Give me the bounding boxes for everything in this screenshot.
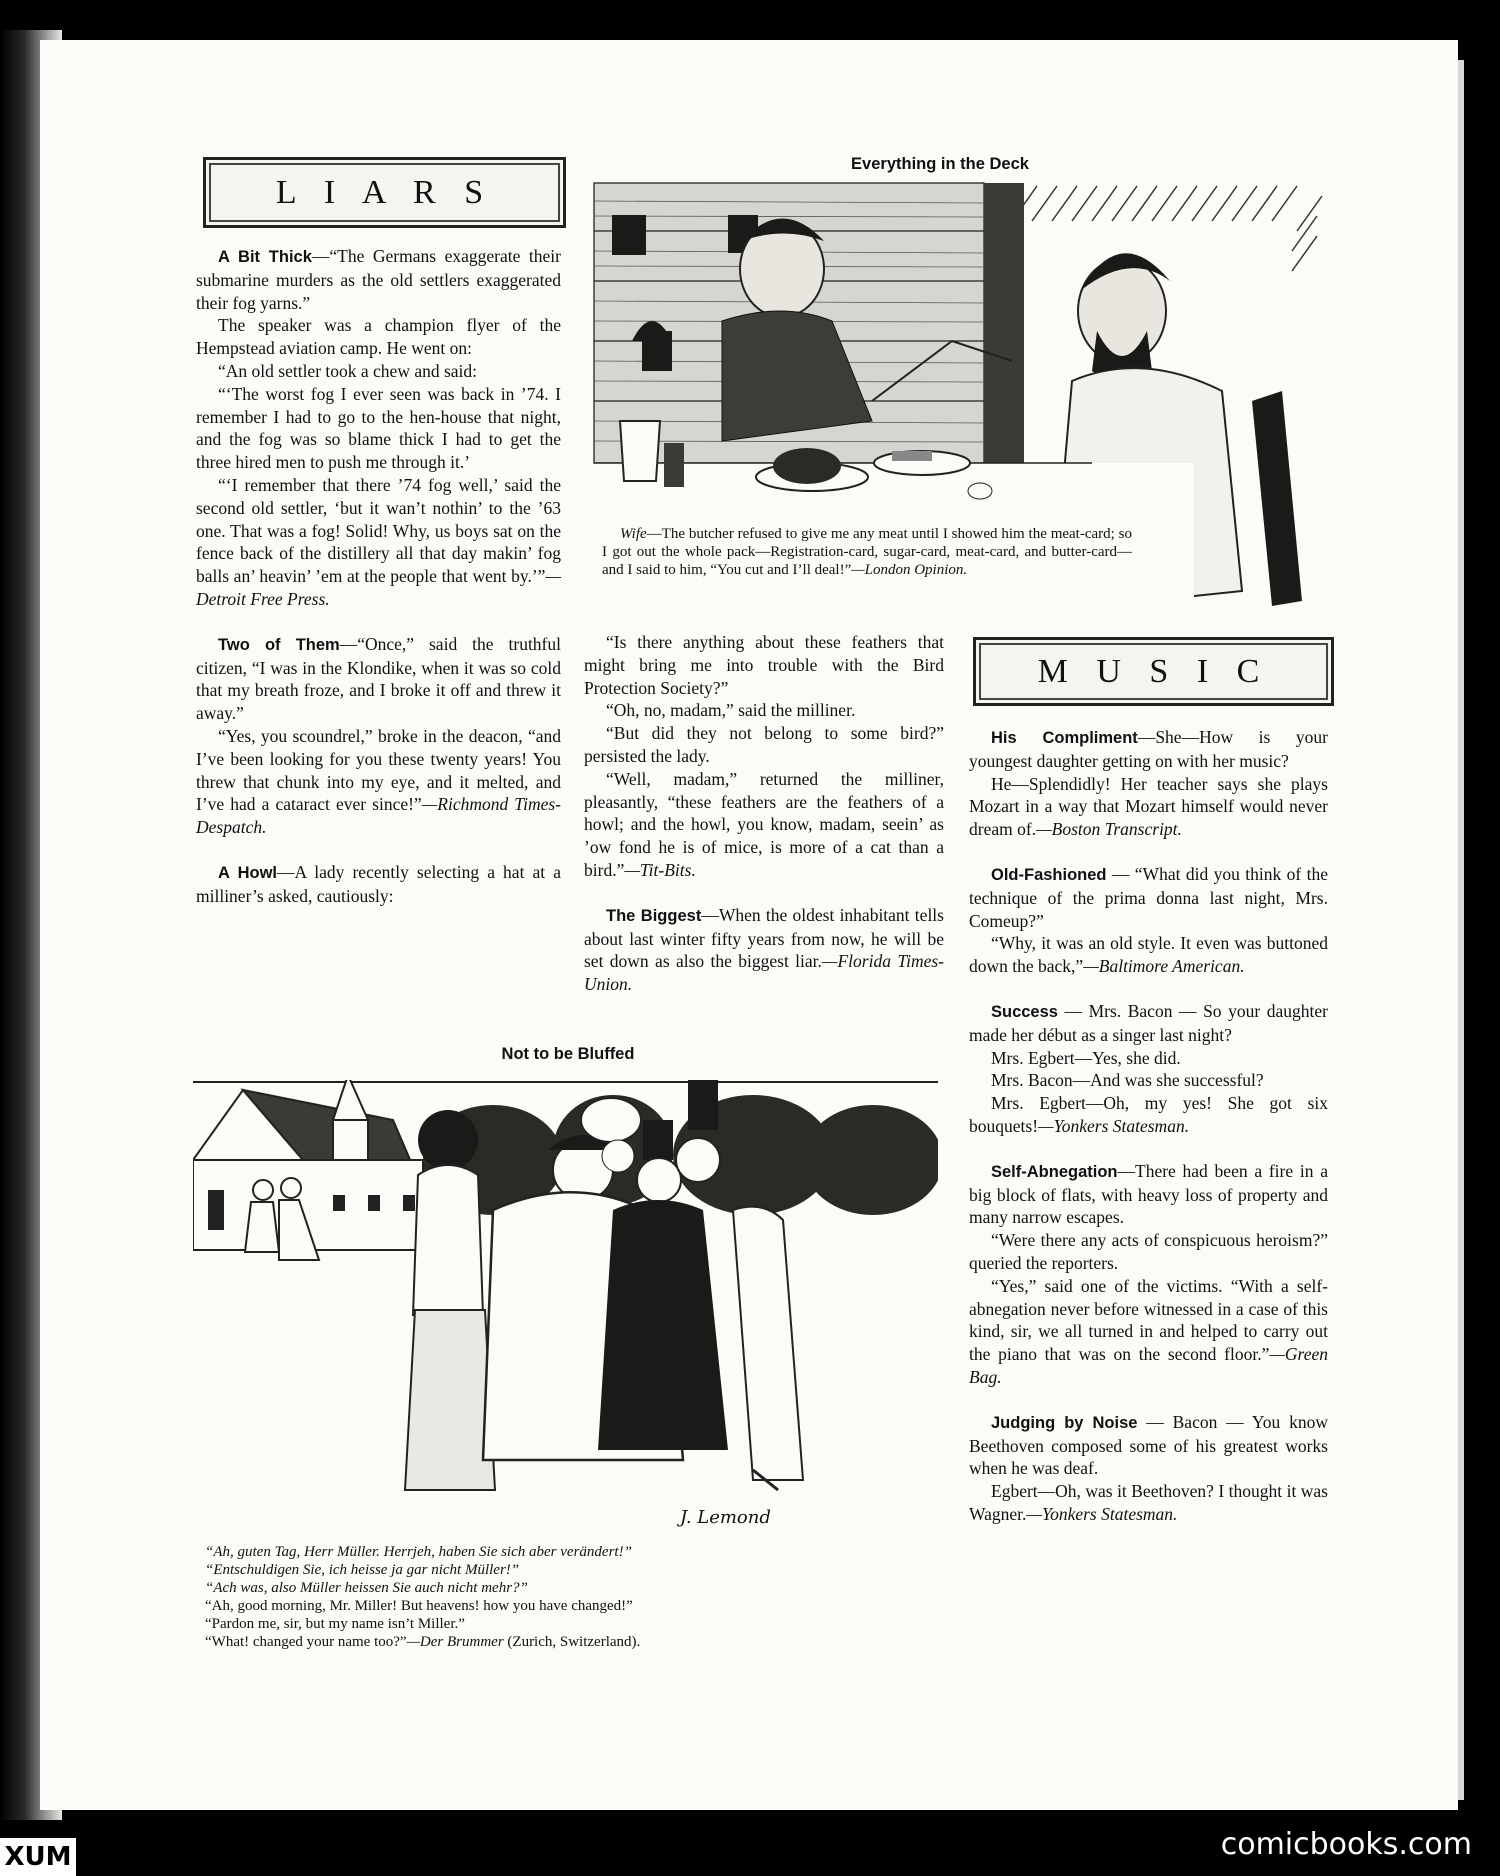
caption-german-line: “Ach was, also Müller heissen Sie auch nicht mehr?” <box>205 1580 528 1596</box>
caption-english-line: “Pardon me, sir, but my name isn’t Miller.” <box>205 1616 465 1632</box>
music-heading <box>973 637 1334 706</box>
article-head-judging-by-noise: Judging by Noise <box>991 1413 1138 1432</box>
article-text: —“The Germans exaggerate their submarine murders as the old settlers exaggerated their fog yarns.” <box>196 246 561 313</box>
column-right <box>969 726 1328 1526</box>
article-text: “Yes, you scoundrel,” broke in the deacon, “and I’ve been looking for you these twenty years! You threw that chunk into my eye, and it melted, and I’ve had a cataract ever since!” <box>196 725 561 815</box>
caption-speaker: Wife <box>620 526 647 542</box>
article-head-a-howl: A Howl <box>218 863 278 882</box>
article-text: “Were there any acts of conspicuous heroism?” queried the reporters. <box>969 1230 1328 1273</box>
article-text: Mrs. Bacon—And was she successful? <box>991 1070 1264 1091</box>
article-text: Egbert—Oh, was it Beethoven? I thought it was Wagner. <box>969 1481 1328 1524</box>
source-credit: —Green Bag. <box>969 1344 1328 1387</box>
article-text: “Well, madam,” returned the milliner, pleasantly, “these feathers are the feathers of a howl; and the howl, you know, madam, seein’ as ’ow fond he is of mice, is more of a cat than a bird.” <box>584 768 944 880</box>
page-edge <box>1458 60 1464 1800</box>
article-text: Mrs. Egbert—Oh, my yes! She got six bouquets! <box>969 1093 1328 1136</box>
liars-heading <box>203 157 566 228</box>
article-text: Mrs. Egbert—Yes, she did. <box>991 1047 1181 1068</box>
source-credit: —Yonkers Statesman. <box>1026 1503 1178 1524</box>
deck-cartoon-caption <box>602 525 1132 579</box>
music-heading-text: M U S I C <box>1037 653 1270 690</box>
xum-watermark: XUM <box>0 1838 76 1876</box>
caption-german-line: “Entschuldigen Sie, ich heisse ja gar nicht Müller!” <box>205 1562 520 1578</box>
caption-german-line: “Ah, guten Tag, Herr Müller. Herrjeh, haben Sie sich aber verändert!” <box>205 1544 632 1560</box>
article-head-bit-thick: A Bit Thick <box>218 248 312 266</box>
cartoon-signature: J. Lemond <box>680 1507 771 1528</box>
bluffed-cartoon <box>193 1080 938 1540</box>
article-head-self-abnegation: Self-Abnegation <box>991 1162 1118 1181</box>
source-credit: —Baltimore American. <box>1083 956 1245 977</box>
article-text: “‘I remember that there ’74 fog well,’ said the second old settler, ‘but it wan’t nothin’ to the ’63 one. That was a fog! Solid! Why, us boys sat on the fence back of the distillery all that day makin’ fog balls an’ heavin’ ’em at the people that went by.’” <box>196 474 561 587</box>
article-text: —There had been a fire in a big block of flats, with heavy loss of property and many narrow escapes. <box>969 1160 1328 1228</box>
source-credit: —Tit-Bits. <box>624 859 696 880</box>
deck-cartoon-title: Everything in the Deck <box>851 155 1029 173</box>
article-head-old-fashioned: Old-Fashioned <box>991 865 1107 884</box>
source-credit: —Florida Times-Union. <box>584 951 944 995</box>
article-text: —A lady recently selecting a hat at a milliner’s asked, cautiously: <box>196 861 561 906</box>
article-text: “Is there anything about these feathers that might bring me into trouble with the Bird Protection Society?” <box>584 632 944 698</box>
article-head-success: Success <box>991 1002 1058 1021</box>
bluffed-cartoon-title: Not to be Bluffed <box>501 1045 635 1063</box>
article-head-two-of-them: Two of Them <box>218 635 340 654</box>
article-text: — Mrs. Bacon — So your daughter made her début as a singer last night? <box>969 1000 1328 1045</box>
liars-heading-text: L I A R S <box>275 174 494 211</box>
article-text: “An old settler took a chew and said: <box>218 360 478 381</box>
article-text: — “What did you think of the technique of the prima donna last night, Mrs. Comeup?” <box>969 863 1328 931</box>
caption-english-line: “What! changed your name too?” <box>205 1634 407 1650</box>
column-middle <box>584 631 944 996</box>
article-text: —When the oldest inhabitant tells about last winter fifty years from now, he will be set down as also the biggest liar. <box>584 904 944 972</box>
article-text: “Why, it was an old style. It even was buttoned down the back,” <box>969 933 1328 977</box>
article-text: “‘The worst fog I ever seen was back in ’74. I remember I had to go to the hen-house that night, and the fog was so blame thick I had to get the three hired men to push me through it.’ <box>196 383 561 473</box>
article-text: —She—How is your youngest daughter getting on with her music? <box>969 727 1328 771</box>
article-text: — Bacon — You know Beethoven composed some of his greatest works when he was deaf. <box>969 1411 1328 1479</box>
article-text: “Oh, no, madam,” said the milliner. <box>606 700 856 721</box>
caption-source: —London Opinion. <box>851 562 968 578</box>
source-credit: —Detroit Free Press. <box>196 566 561 609</box>
article-head-the-biggest: The Biggest <box>606 906 702 925</box>
site-watermark: comicbooks.com <box>1220 1827 1472 1862</box>
article-text: “But did they not belong to some bird?” persisted the lady. <box>584 723 944 766</box>
caption-english-line: “Ah, good morning, Mr. Miller! But heavens! how you have changed!” <box>205 1598 633 1614</box>
column-left <box>196 245 561 908</box>
bluffed-cartoon-drawing <box>193 1080 938 1540</box>
bluffed-cartoon-caption <box>205 1543 905 1651</box>
source-credit: —Yonkers Statesman. <box>1038 1115 1190 1136</box>
source-credit: —Richmond Times-Despatch. <box>196 794 561 838</box>
caption-source-place: (Zurich, Switzerland). <box>507 1634 641 1650</box>
article-text: “Yes,” said one of the victims. “With a self-abnegation never before witnessed in a case of this kind, sir, we all turned in and helped to carry out the piano that was on the second floor.” <box>969 1275 1328 1365</box>
article-head-his-compliment: His Compliment <box>991 729 1138 747</box>
article-text: The speaker was a champion flyer of the Hempstead aviation camp. He went on: <box>196 315 561 359</box>
article-text: He—Splendidly! Her teacher says she plays Mozart in a way that Mozart himself would never dream of. <box>969 773 1328 840</box>
caption-text: —The butcher refused to give me any meat until I showed him the meat-card; so I got out the whole pack—Registration-card, sugar-card, meat-card, and butter-card—and I said to him, “You cut and I’ll deal!” <box>602 526 1132 578</box>
source-credit: —Boston Transcript. <box>1036 819 1182 840</box>
article-text: —“Once,” said the truthful citizen, “I was in the Klondike, when it was so cold that my breath froze, and I broke it off and threw it away.” <box>196 633 561 724</box>
caption-source: —Der Brummer <box>406 1634 504 1650</box>
